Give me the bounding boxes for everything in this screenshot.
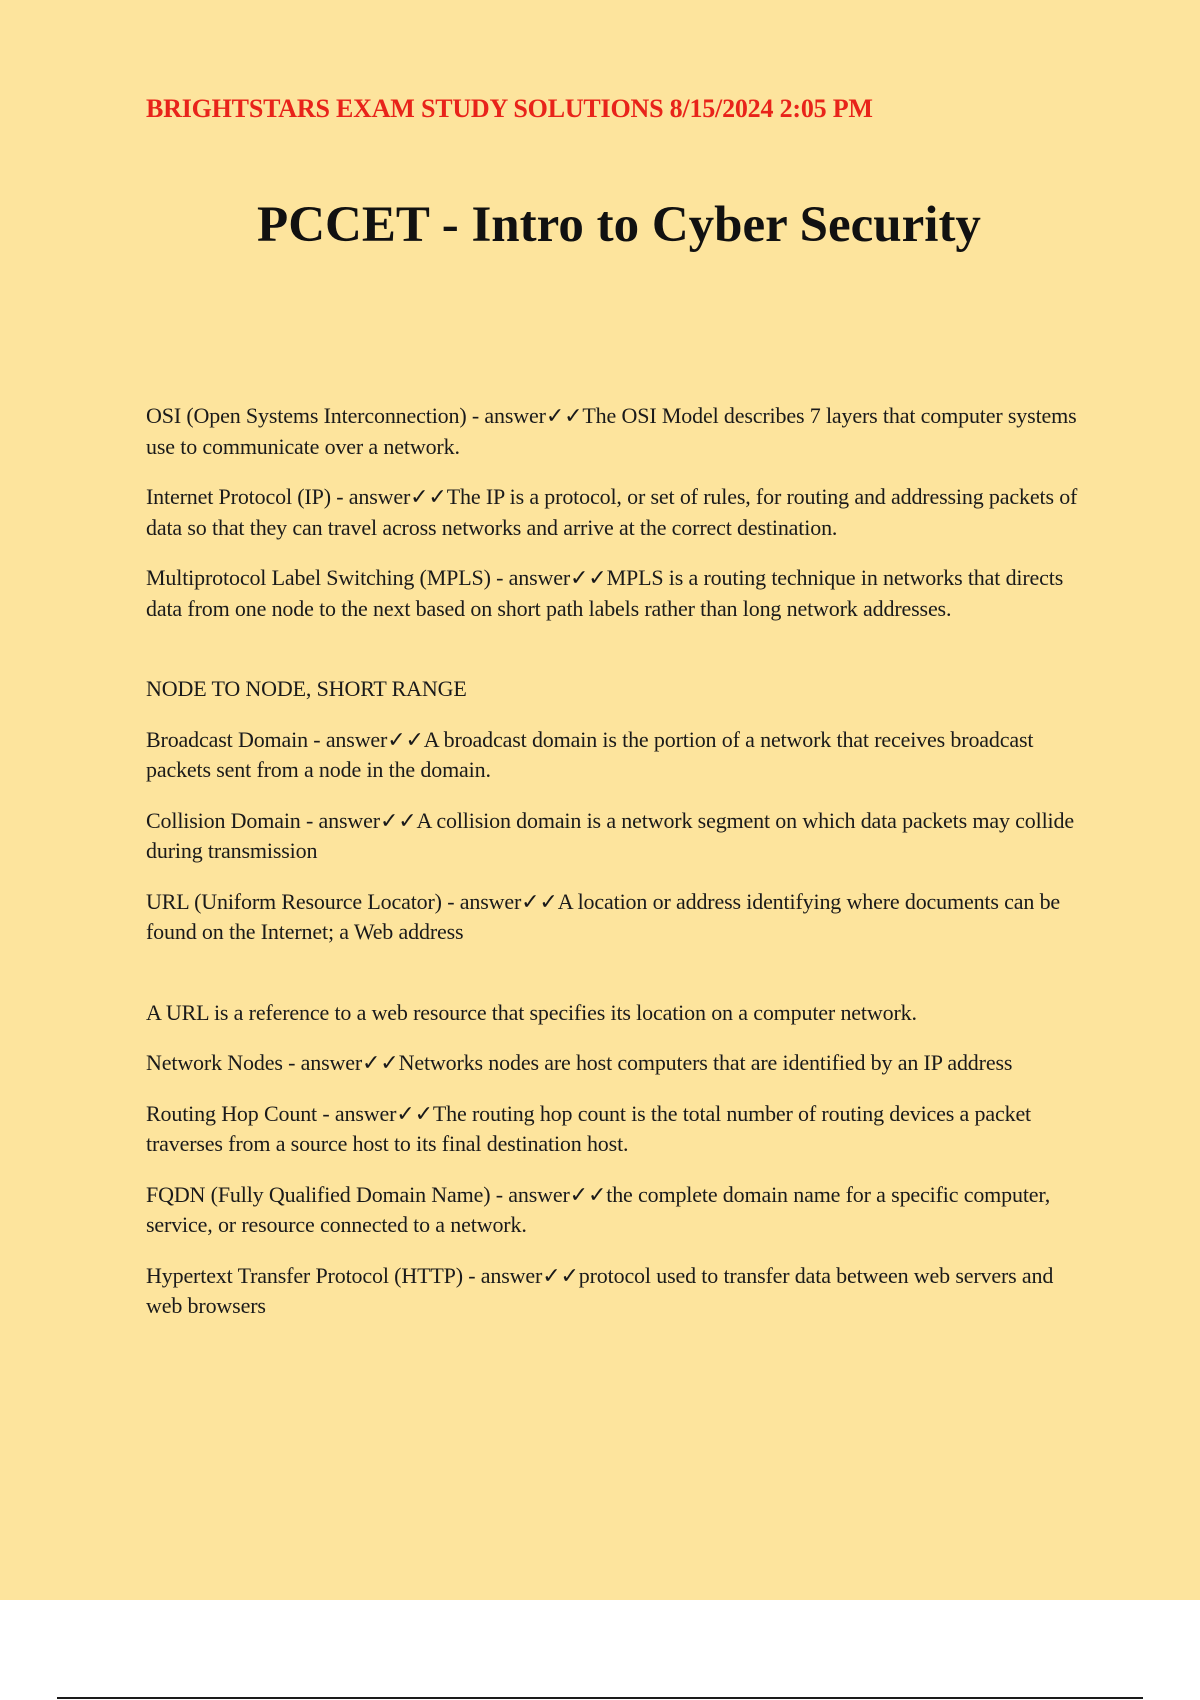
entry-internet-protocol: Internet Protocol (IP) - answer✓✓The IP is a protocol, or set of rules, for routing and addressing packets of data so that they can travel across networks and arrive at the correct destination.: [146, 484, 1078, 540]
document-header: BRIGHTSTARS EXAM STUDY SOLUTIONS 8/15/2024 2:05 PM: [146, 94, 873, 123]
entry-broadcast-domain: Broadcast Domain - answer✓✓A broadcast domain is the portion of a network that receives broadcast packets sent from a node in the domain.: [146, 726, 1034, 782]
entry-collision-domain: Collision Domain - answer✓✓A collision domain is a network segment on which data packets may collide during transmission: [146, 807, 1074, 863]
section-heading-node-to-node: NODE TO NODE, SHORT RANGE: [146, 676, 467, 701]
entry-routing-hop-count: Routing Hop Count - answer✓✓The routing hop count is the total number of routing devices a packet traverses from a source host to its final destination host.: [146, 1100, 1032, 1156]
document-body: [146, 401, 1086, 1342]
document-title: PCCET - Intro to Cyber Security: [257, 197, 981, 253]
entry-http: Hypertext Transfer Protocol (HTTP) - answer✓✓protocol used to transfer data between web servers and web browsers: [146, 1262, 1054, 1318]
bottom-divider: [57, 1697, 1143, 1699]
entry-osi: OSI (Open Systems Interconnection) - answer✓✓The OSI Model describes 7 layers that computer systems use to communicate over a network.: [146, 403, 1077, 459]
entry-fqdn: FQDN (Fully Qualified Domain Name) - answer✓✓the complete domain name for a specific computer, service, or resource connected to a network.: [146, 1181, 1051, 1237]
entry-mpls: Multiprotocol Label Switching (MPLS) - answer✓✓MPLS is a routing technique in networks that directs data from one node to the next based on short path labels rather than long network addresses.: [146, 565, 1064, 621]
entry-url: URL (Uniform Resource Locator) - answer✓✓A location or address identifying where documents can be found on the Internet; a Web address: [146, 888, 1061, 944]
note-url-reference: A URL is a reference to a web resource that specifies its location on a computer network.: [146, 999, 917, 1025]
entry-network-nodes: Network Nodes - answer✓✓Networks nodes are host computers that are identified by an IP address: [146, 1050, 1013, 1075]
